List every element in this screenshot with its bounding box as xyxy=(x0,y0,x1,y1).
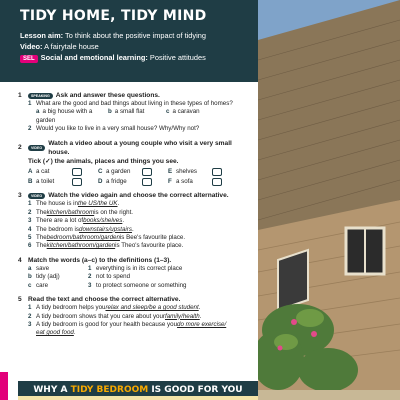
home-type-options xyxy=(36,108,254,125)
ex3-item-4: 4 The bedroom is downstairs/upstairs . xyxy=(28,225,134,233)
reading-panel-band xyxy=(18,396,258,400)
house-photo xyxy=(258,0,400,400)
ex3-item-6: 6 The kitchen/bathroom/garden is Theo's favourite place. xyxy=(28,242,184,250)
ex5-item-3-cont: eat good food . xyxy=(36,329,76,337)
tick-item-f: F a sofa xyxy=(168,178,238,186)
question-2: 2 Would you like to live in a very small house? Why/Why not? xyxy=(28,125,200,133)
match-word-b: b tidy (adj) xyxy=(28,273,60,281)
sel-badge: SEL xyxy=(20,55,38,63)
match-def-3: 3 to protect someone or something xyxy=(88,281,187,289)
reading-panel-title: WHY A TIDY BEDROOM IS GOOD FOR YOU xyxy=(18,381,258,400)
exercise-1-heading: 1 SPEAKING Ask and answer these questions. xyxy=(18,92,160,99)
checkbox[interactable] xyxy=(142,168,152,176)
tick-item-a: A a cat xyxy=(28,168,98,176)
checkbox[interactable] xyxy=(72,178,82,186)
exercises xyxy=(18,86,254,338)
tick-grid xyxy=(28,168,254,187)
ex5-item-3: 3 A tidy bedroom is good for your health because you do more exercise/ xyxy=(28,320,227,328)
option-a: a a big house with a garden xyxy=(36,108,93,124)
exercise-1 xyxy=(18,91,254,134)
exercise-4-heading: 4 Match the words (a–c) to the definitions (1–3). xyxy=(18,256,172,264)
checkbox[interactable] xyxy=(142,178,152,186)
ex3-item-5: 5 The bedroom/bathroom/garden is Bee's favourite place. xyxy=(28,234,186,242)
ex3-item-1: 1 The house is in the US/the UK . xyxy=(28,200,120,208)
question-1: 1 What are the good and bad things about living in these types of homes? xyxy=(28,100,233,107)
sel-edge-marker xyxy=(0,372,8,400)
tick-item-e: E shelves xyxy=(168,168,238,176)
exercise-5 xyxy=(18,295,254,338)
exercise-3 xyxy=(18,191,254,250)
checkbox[interactable] xyxy=(72,168,82,176)
page-title: TIDY HOME, TIDY MIND xyxy=(20,8,207,24)
checkbox[interactable] xyxy=(212,178,222,186)
match-def-1: 1 everything is in its correct place xyxy=(88,264,183,272)
checkbox[interactable] xyxy=(212,168,222,176)
lesson-aim-line: Lesson aim: To think about the positive impact of tidying xyxy=(20,31,206,40)
tick-item-d: D a fridge xyxy=(98,178,168,186)
ex5-item-2: 2 A tidy bedroom shows that you care about your family/health . xyxy=(28,312,202,320)
match-table xyxy=(28,265,254,290)
exercise-3-heading: 3 VIDEO Watch the video again and choose the correct alternative. xyxy=(18,192,229,200)
video-line: Video: A fairytale house xyxy=(20,42,99,51)
video-icon: VIDEO xyxy=(28,145,45,151)
lesson-header xyxy=(0,0,258,82)
match-word-a: a save xyxy=(28,264,50,272)
exercise-2-heading: 2 VIDEO Watch a video about a young couple who visit a very small house. xyxy=(18,139,232,156)
sel-line: SEL Social and emotional learning: Positive attitudes xyxy=(20,52,248,63)
exercise-5-heading: 5 Read the text and choose the correct alternative. xyxy=(18,296,181,304)
exercise-2: 2 VIDEO Watch a video about a young couple who visit a very small house. Tick (✓) the animals, places and things you see. A a cat C a garden E shelves B a toilet D a fridge F a sofa xyxy=(18,139,254,187)
exercise-4 xyxy=(18,256,254,290)
speaking-icon: SPEAKING xyxy=(28,93,53,99)
video-icon: VIDEO xyxy=(28,193,45,199)
house-photo-illustration xyxy=(258,0,400,400)
tick-item-c: C a garden xyxy=(98,168,168,176)
option-b: b a small flat xyxy=(108,108,145,116)
ex3-item-2: 2 The kitchen/bathroom is on the right. xyxy=(28,208,134,216)
match-def-2: 2 not to spend xyxy=(88,273,131,281)
tick-item-b: B a toilet xyxy=(28,178,98,186)
option-c: c a caravan xyxy=(166,108,200,116)
ex5-item-1: 1 A tidy bedroom helps you relax and sleep/be a good student . xyxy=(28,304,201,312)
ex3-item-3: 3 There are a lot of books/shelves . xyxy=(28,217,125,225)
match-word-c: c care xyxy=(28,281,49,289)
